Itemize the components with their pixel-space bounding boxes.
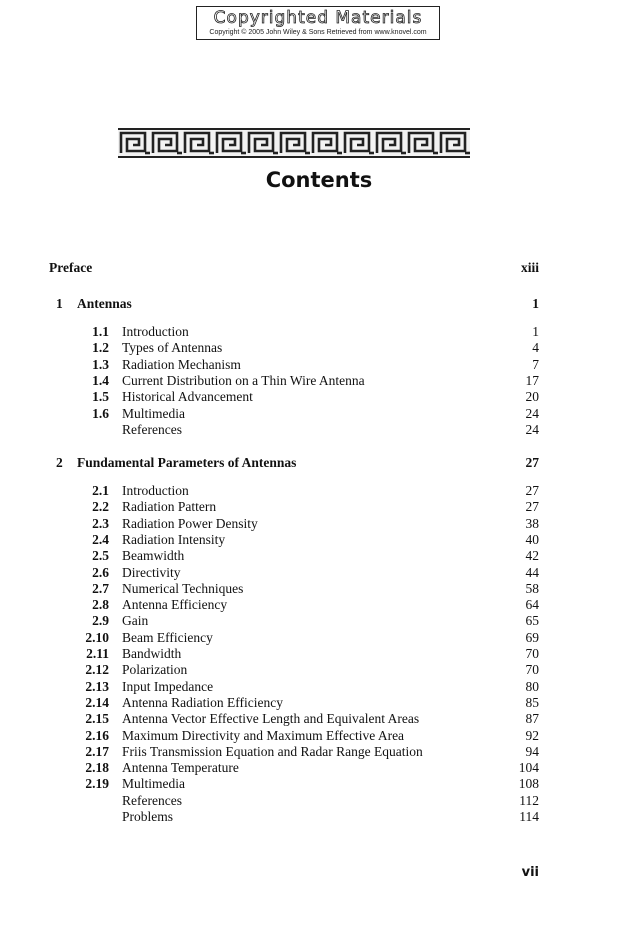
preface-page: xiii bbox=[520, 260, 539, 275]
section-number: 2.2 bbox=[92, 499, 109, 514]
section-title: Antenna Radiation Efficiency bbox=[122, 695, 283, 710]
section-page: 4 bbox=[532, 340, 539, 355]
section-title: Antenna Temperature bbox=[122, 760, 239, 775]
section-number: 2.8 bbox=[92, 597, 109, 612]
section-page: 24 bbox=[525, 406, 539, 421]
section-title: Beamwidth bbox=[122, 548, 185, 563]
section-title: Antenna Efficiency bbox=[122, 597, 228, 612]
section-number: 2.7 bbox=[92, 581, 109, 596]
section-page: 17 bbox=[525, 373, 539, 388]
section-title: Antenna Vector Effective Length and Equivalent Areas bbox=[122, 711, 420, 726]
section-number: 1.3 bbox=[92, 357, 109, 372]
section-title: Maximum Directivity and Maximum Effective Area bbox=[122, 728, 405, 743]
section-page: 87 bbox=[525, 711, 539, 726]
section-page: 64 bbox=[525, 597, 539, 612]
section-page: 40 bbox=[525, 532, 539, 547]
chapter-page: 1 bbox=[532, 296, 539, 311]
page-number: vii bbox=[521, 865, 539, 880]
section-number: 1.5 bbox=[92, 389, 109, 404]
section-title: Introduction bbox=[122, 483, 189, 498]
section-page: 58 bbox=[525, 581, 539, 596]
section-title: Types of Antennas bbox=[122, 340, 223, 355]
section-number: 2.4 bbox=[92, 532, 109, 547]
section-page: 27 bbox=[525, 483, 539, 498]
section-title: Historical Advancement bbox=[122, 389, 253, 404]
section-title: References bbox=[122, 793, 182, 808]
section-page: 112 bbox=[519, 793, 539, 808]
section-title: Radiation Pattern bbox=[122, 499, 217, 514]
section-page: 69 bbox=[525, 630, 539, 645]
chapter-page: 27 bbox=[525, 455, 539, 470]
section-number: 2.10 bbox=[85, 630, 109, 645]
section-page: 108 bbox=[518, 776, 539, 791]
section-page: 42 bbox=[525, 548, 539, 563]
section-number: 2.3 bbox=[92, 516, 109, 531]
section-title: Introduction bbox=[122, 324, 189, 339]
section-page: 65 bbox=[525, 613, 539, 628]
copyright-stamp bbox=[196, 6, 440, 40]
section-number: 2.15 bbox=[85, 711, 109, 726]
section-number: 2.17 bbox=[85, 744, 109, 759]
section-title: Directivity bbox=[122, 565, 181, 580]
section-title: References bbox=[122, 422, 182, 437]
section-number: 1.6 bbox=[92, 406, 109, 421]
section-title: Multimedia bbox=[122, 406, 185, 421]
section-page: 24 bbox=[525, 422, 539, 437]
section-page: 70 bbox=[525, 646, 539, 661]
section-page: 38 bbox=[525, 516, 539, 531]
section-title: Radiation Mechanism bbox=[122, 357, 241, 372]
section-number: 1.1 bbox=[92, 324, 109, 339]
chapter-number: 1 bbox=[56, 296, 63, 311]
greek-key-ornament bbox=[118, 128, 470, 158]
section-number: 2.6 bbox=[92, 565, 109, 580]
section-number: 2.13 bbox=[85, 679, 109, 694]
section-number: 2.1 bbox=[92, 483, 109, 498]
section-number: 1.4 bbox=[92, 373, 109, 388]
section-number: 2.19 bbox=[85, 776, 109, 791]
section-title: Multimedia bbox=[122, 776, 185, 791]
section-title: Friis Transmission Equation and Radar Range Equation bbox=[122, 744, 423, 759]
section-title: Radiation Power Density bbox=[122, 516, 258, 531]
section-title: Problems bbox=[122, 809, 174, 824]
section-number: 2.18 bbox=[85, 760, 109, 775]
section-title: Gain bbox=[122, 613, 149, 628]
section-number: 1.2 bbox=[92, 340, 109, 355]
chapter-number: 2 bbox=[56, 455, 63, 470]
section-page: 80 bbox=[525, 679, 539, 694]
section-title: Beam Efficiency bbox=[122, 630, 213, 645]
section-page: 70 bbox=[525, 662, 539, 677]
section-page: 20 bbox=[525, 389, 539, 404]
section-title: Polarization bbox=[122, 662, 188, 677]
section-title: Radiation Intensity bbox=[122, 532, 226, 547]
section-title: Bandwidth bbox=[122, 646, 182, 661]
page-title: Contents bbox=[265, 168, 373, 192]
section-page: 44 bbox=[525, 565, 539, 580]
section-page: 1 bbox=[532, 324, 539, 339]
section-page: 114 bbox=[519, 809, 539, 824]
section-title: Numerical Techniques bbox=[122, 581, 244, 596]
section-title: Input Impedance bbox=[122, 679, 214, 694]
section-number: 2.16 bbox=[85, 728, 109, 743]
chapter-title: Antennas bbox=[77, 296, 132, 311]
section-page: 27 bbox=[525, 499, 539, 514]
section-page: 104 bbox=[518, 760, 539, 775]
chapter-title: Fundamental Parameters of Antennas bbox=[77, 455, 297, 470]
section-number: 2.9 bbox=[92, 613, 109, 628]
stamp-subtitle: Copyright © 2005 John Wiley & Sons Retrieved from www.knovel.com bbox=[209, 29, 427, 36]
section-page: 92 bbox=[525, 728, 539, 743]
section-number: 2.12 bbox=[85, 662, 109, 677]
section-number: 2.14 bbox=[85, 695, 109, 710]
section-title: Current Distribution on a Thin Wire Antenna bbox=[122, 373, 365, 388]
section-page: 94 bbox=[525, 744, 539, 759]
section-page: 85 bbox=[525, 695, 539, 710]
preface-label: Preface bbox=[49, 260, 93, 275]
section-page: 7 bbox=[532, 357, 539, 372]
stamp-title: Copyrighted Materials bbox=[213, 8, 423, 28]
section-number: 2.11 bbox=[86, 646, 109, 661]
section-number: 2.5 bbox=[92, 548, 109, 563]
